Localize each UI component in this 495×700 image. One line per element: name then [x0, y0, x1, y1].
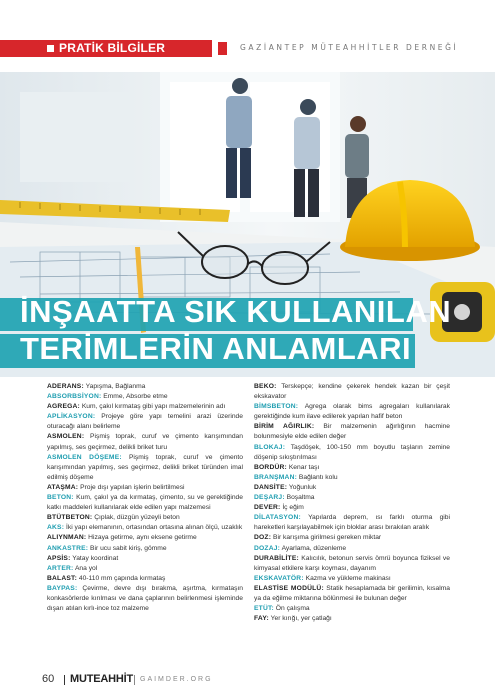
glossary-definition: Hizaya getirme, aynı eksene getirme	[86, 534, 197, 542]
glossary-term: AKS:	[47, 524, 65, 532]
glossary-entry	[254, 493, 450, 503]
glossary-term: DEVER:	[254, 504, 281, 512]
glossary-definition: İki yapı elemanının, ortasından ortasına alınan ölçü, uzaklık	[64, 524, 243, 532]
glossary-term: BALAST:	[47, 574, 78, 582]
glossary-definition: Kum, çakıl kırmataş gibi yapı malzemelerinin adı	[79, 403, 226, 411]
glossary-entry	[47, 412, 243, 432]
glossary-definition: Taşdöşek, 100-150 mm boyutlu taşların zemine döşenip sıkıştırılması	[254, 443, 450, 461]
glossary-entry	[47, 533, 243, 543]
glossary-term: ELASTİSE MODÜLÜ:	[254, 584, 324, 592]
headline-line-1: İNŞAATTA SIK KULLANILAN	[20, 294, 452, 329]
glossary-definition: Yapışma, Bağlanma	[83, 383, 146, 390]
section-square-icon	[47, 45, 54, 52]
glossary-term: DOZ:	[254, 534, 272, 542]
section-title: PRATİK BİLGİLER	[59, 41, 166, 55]
glossary-term: ETÜT:	[254, 605, 274, 613]
glossary-term: AGREGA:	[47, 403, 80, 411]
glossary-definition: Çevirme, devre dışı bırakma, aşırtma, kırmataşın konkasörlerde kırılması ve dana çaplarının belirlenmesi işleminde dışarı atılan kırlı-ince toz malzeme	[47, 584, 243, 613]
glossary-entry	[47, 554, 243, 564]
glossary-entry	[254, 544, 450, 554]
glossary-term: BEKO:	[254, 383, 277, 390]
glossary-entry	[254, 402, 450, 422]
glossary-term: ADERANS:	[47, 383, 84, 390]
glossary-term: ABSORBSİYON:	[47, 393, 102, 401]
glossary-entry	[254, 443, 450, 463]
glossary-definition: Çıplak, düzgün yüzeyli beton	[92, 514, 180, 522]
glossary-term: DURABİLİTE:	[254, 554, 299, 562]
glossary-term: BLOKAJ:	[254, 443, 286, 451]
glossary-entry	[254, 503, 450, 513]
glossary-definition: Bir ucu sabit kiriş, gömme	[88, 544, 167, 552]
glossary-term: ATAŞMA:	[47, 483, 79, 491]
glossary-term: DANSİTE:	[254, 483, 288, 491]
page-header	[0, 40, 495, 60]
glossary-entry	[47, 453, 243, 483]
glossary-term: ARTER:	[47, 564, 74, 572]
glossary-definition: Proje dışı yapılan işlerin belirtilmesi	[78, 483, 185, 491]
glossary-entry	[254, 554, 450, 574]
glossary-definition: Statik hesaplamada bir gerilimin, kısalma ya da eğilme miktarına bölünmesi ile bulunan değer	[254, 584, 450, 602]
glossary-definition: Bir karışıma girilmesi gereken miktar	[271, 534, 382, 542]
glossary-term: FAY:	[254, 615, 269, 623]
footer-divider	[64, 675, 65, 685]
glossary-entry	[47, 432, 243, 452]
glossary-entry	[47, 584, 243, 614]
glossary-entry	[254, 463, 450, 473]
glossary-term: BTÜTBETON:	[47, 514, 93, 522]
glossary-definition: Terskepçe; kendine çekerek hendek kazan bir çeşit ekskavator	[254, 383, 450, 401]
glossary-definition: Pişmiş toprak, curuf ve çimento karışımından yapılmış, ses geçirmez, delikli briket türünden imal edilmiş döşeme	[47, 453, 243, 481]
glossary-entry	[47, 382, 243, 392]
page-number: 60	[42, 673, 55, 685]
glossary-definition: Kenar taşı	[286, 463, 320, 471]
glossary-term: DOZAJ:	[254, 544, 281, 552]
glossary-definition: 40-110 mm çapında kırmataş	[77, 574, 166, 582]
glossary-entry	[47, 483, 243, 493]
glossary-entry	[254, 483, 450, 493]
glossary-definition: Yatay koordinat	[70, 554, 119, 562]
glossary-entry	[47, 564, 243, 574]
glossary-entry	[254, 533, 450, 543]
glossary-entry	[47, 574, 243, 584]
glossary-term: ANKASTRE:	[47, 544, 89, 552]
glossary-entry	[47, 392, 243, 402]
glossary-entry	[254, 584, 450, 604]
glossary-term: BETON:	[47, 494, 74, 502]
glossary-definition: Boşaltma	[284, 494, 315, 502]
glossary-definition: İç eğim	[280, 504, 304, 512]
glossary-definition: Kalıcılık, betonun servis ömrü boyunca fiziksel ve kimyasal etkilere karşı koyması, dayanım	[254, 554, 450, 572]
glossary-definition: Bağlantı kolu	[297, 473, 338, 481]
glossary-definition: Kum, çakıl ya da kırmataş, çimento, su ve gerektiğinde katkı maddeleri kullanılarak elde edilen yapı malzemesi	[47, 494, 243, 512]
glossary-definition: Bir malzemenin ağırlığının hacmine bolunmesiyle elde edilen değer	[254, 423, 450, 441]
magazine-name: MUTEAHHİT	[70, 673, 133, 685]
glossary-column-left	[47, 382, 243, 614]
glossary-entry	[254, 473, 450, 483]
glossary-term: ASMOLEN:	[47, 433, 85, 441]
glossary-definition: Agrega olarak bims agregaları kullanılarak gerektiğinde kum ilave edilerek yapılan hafif beton	[254, 403, 450, 421]
glossary-term: DİLATASYON:	[254, 514, 301, 522]
glossary-definition: Yoğunluk	[287, 483, 317, 491]
glossary-term: BİMSBETON:	[254, 403, 299, 411]
glossary-entry	[47, 493, 243, 513]
glossary-term: BİRİM AĞIRLIK:	[254, 423, 315, 431]
glossary-definition: Yapılarda deprem, ısı farklı oturma gibi hareketleri karşılayabilmek için bloklar arası bırakılan aralık	[254, 514, 450, 532]
glossary-entry	[254, 422, 450, 442]
footer-divider	[134, 675, 135, 685]
glossary-term: APSİS:	[47, 554, 71, 562]
glossary-definition: Emme, Absorbe etme	[101, 393, 168, 401]
glossary-entry	[254, 604, 450, 614]
glossary-definition: Kazma ve yükleme makinası	[303, 574, 391, 582]
glossary-entry	[47, 402, 243, 412]
glossary-term: APLİKASYON:	[47, 413, 96, 421]
glossary-term: ASMOLEN DÖŞEME:	[47, 453, 122, 461]
glossary-term: DEŞARJ:	[254, 494, 285, 502]
glossary-entry	[47, 513, 243, 523]
glossary-term: BORDÜR:	[254, 463, 287, 471]
glossary-definition: Projeye göre yapı temelini arazi üzerinde oturacağı alanı belirleme	[47, 413, 243, 431]
glossary-term: BAYPAS:	[47, 584, 78, 592]
glossary-definition: Ana yol	[73, 564, 98, 572]
glossary-entry	[254, 382, 450, 402]
headline-line-2: TERİMLERİN ANLAMLARI	[20, 331, 412, 366]
organization-name: GAZİANTEP MÜTEAHHİTLER DERNEĞİ	[240, 43, 459, 52]
glossary-term: ALIYNMAN:	[47, 534, 87, 542]
header-accent	[212, 42, 227, 55]
glossary-entry	[47, 544, 243, 554]
glossary-definition: Ön çalışma	[273, 605, 310, 613]
glossary-entry	[254, 513, 450, 533]
glossary-entry	[254, 614, 450, 624]
glossary-entry	[254, 574, 450, 584]
glossary-definition: Ayarlama, düzenleme	[280, 544, 347, 552]
glossary-column-right	[254, 382, 450, 624]
glossary-term: EKSKAVATÖR:	[254, 574, 304, 582]
glossary-term: BRANŞMAN:	[254, 473, 298, 481]
glossary-definition: Pişmiş toprak, curuf ve çimento karışımından yapılmış, ses geçirmez, delikli briket turu	[47, 433, 243, 451]
website-url[interactable]: GAIMDER.ORG	[140, 676, 213, 683]
glossary-definition: Yer kırığı, yer çatlağı	[268, 615, 332, 623]
glossary-entry	[47, 523, 243, 533]
